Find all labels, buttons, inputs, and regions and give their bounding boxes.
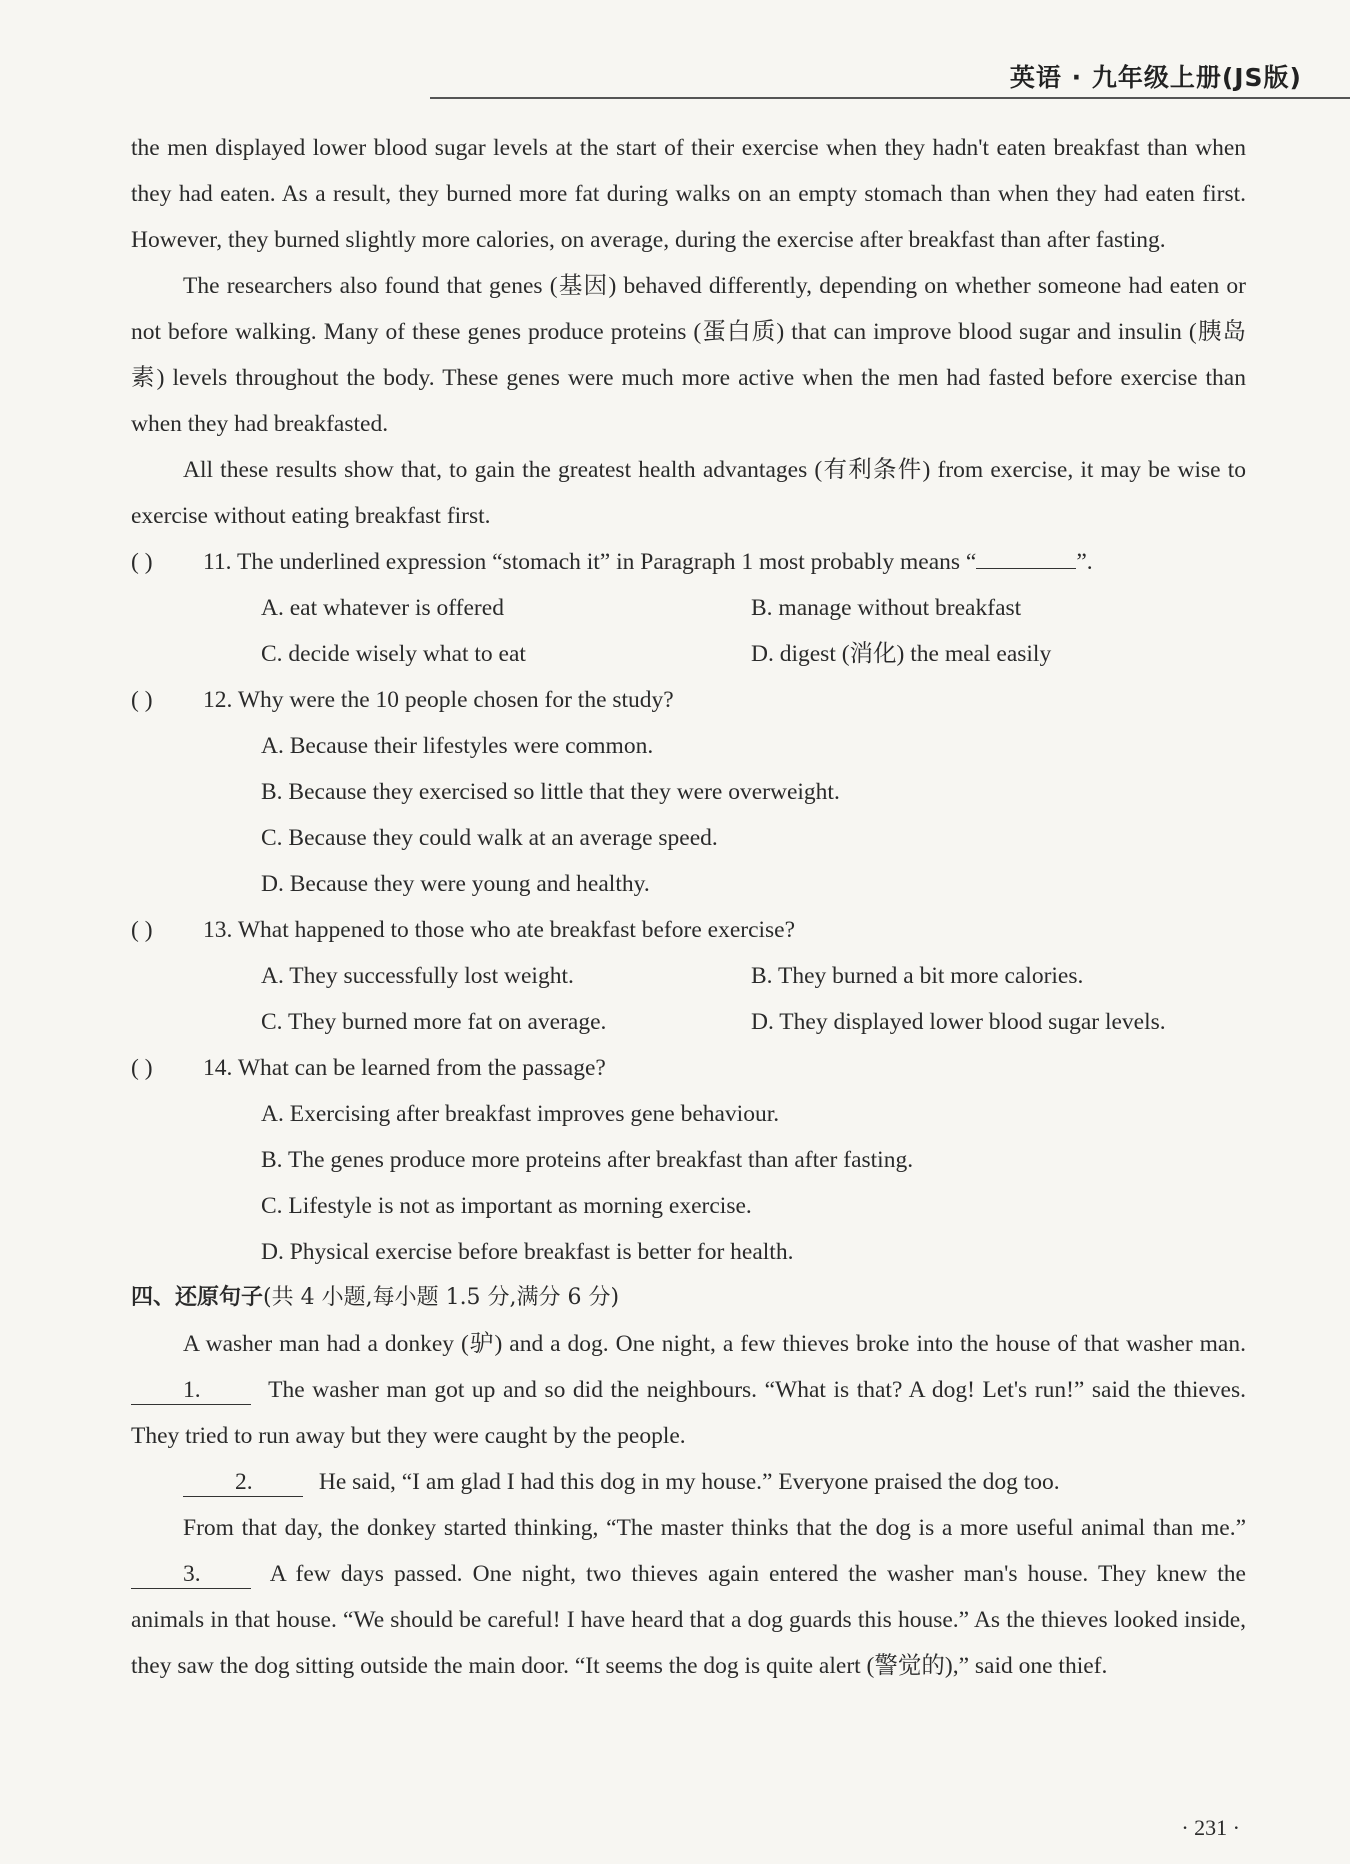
- option-c: C. Lifestyle is not as important as morning exercise.: [261, 1193, 752, 1219]
- page-content: [131, 125, 1246, 1689]
- question-11: [131, 539, 1246, 677]
- passage-paragraph: the men displayed lower blood sugar levels at the start of their exercise when they hadn't eaten breakfast than when they had eaten. As a result, they burned more fat during walks on an empty stomach than when they had eaten first. However, they burned slightly more calories, on average, during the exercise after breakfast than after fasting.: [131, 135, 1246, 253]
- option-b: B. manage without breakfast: [751, 595, 1022, 621]
- question-stem-end: ”.: [1076, 549, 1093, 575]
- story-paragraph: [131, 1321, 1246, 1459]
- passage-paragraph: All these results show that, to gain the greatest health advantages (有利条件) from exercise, it may be wise to exercise without eating breakfast first.: [131, 457, 1246, 529]
- option-d: D. digest (消化) the meal easily: [751, 641, 1052, 667]
- section-heading: [131, 1275, 1246, 1321]
- option-c: C. They burned more fat on average.: [261, 1009, 607, 1035]
- question-number: 12.: [203, 687, 233, 713]
- option-d: D. Because they were young and healthy.: [261, 871, 650, 897]
- question-stem: What can be learned from the passage?: [237, 1055, 606, 1081]
- story-paragraph: [131, 1505, 1246, 1689]
- story-text: The washer man got up and so did the neighbours. “What is that? A dog! Let's run!” said the thieves. They tried to run away but they were caught by the people.: [131, 1377, 1246, 1449]
- question-stem: The underlined expression “stomach it” in Paragraph 1 most probably means “: [236, 549, 977, 575]
- question-number: 13.: [203, 917, 233, 943]
- answer-blank[interactable]: [976, 568, 1076, 569]
- blank-2[interactable]: 2.: [183, 1468, 303, 1497]
- book-title: 英语 · 九年级上册(JS版): [1009, 63, 1302, 92]
- question-stem: What happened to those who ate breakfast before exercise?: [237, 917, 796, 943]
- option-a: A. Because their lifestyles were common.: [261, 733, 654, 759]
- answer-bracket[interactable]: ( ): [131, 917, 153, 943]
- answer-bracket[interactable]: ( ): [131, 549, 153, 575]
- blank-1[interactable]: 1.: [131, 1376, 251, 1405]
- answer-bracket[interactable]: ( ): [131, 687, 153, 713]
- question-stem: Why were the 10 people chosen for the study?: [237, 687, 674, 713]
- blank-3[interactable]: 3.: [131, 1560, 251, 1589]
- section-title: 四、还原句子: [131, 1285, 264, 1310]
- option-c: C. decide wisely what to eat: [261, 641, 526, 667]
- story-text: A few days passed. One night, two thieves again entered the washer man's house. They knew the animals in that house. “We should be careful! I have heard that a dog guards this house.” As the thieves looked inside, they saw the dog sitting outside the main door. “It seems the dog is quite alert (警觉的),” said one thief.: [131, 1561, 1246, 1679]
- page-header: [0, 0, 1350, 100]
- option-b: B. They burned a bit more calories.: [751, 963, 1084, 989]
- option-a: A. They successfully lost weight.: [261, 963, 574, 989]
- passage-paragraph: The researchers also found that genes (基因) behaved differently, depending on whether someone had eaten or not before walking. Many of these genes produce proteins (蛋白质) that can improve blood sugar and insulin (胰岛素) levels throughout the body. These genes were much more active when the men had fasted before exercise than when they had breakfasted.: [131, 273, 1246, 437]
- story-text: A washer man had a donkey (驴) and a dog. One night, a few thieves broke into the house of that washer man.: [183, 1331, 1246, 1357]
- section-subtitle: (共 4 小题,每小题 1.5 分,满分 6 分): [263, 1285, 620, 1310]
- question-number: 14.: [203, 1055, 233, 1081]
- header-rule: [430, 97, 1350, 99]
- story-text: He said, “I am glad I had this dog in my house.” Everyone praised the dog too.: [313, 1469, 1060, 1495]
- option-a: A. eat whatever is offered: [261, 595, 504, 621]
- option-a: A. Exercising after breakfast improves gene behaviour.: [261, 1101, 780, 1127]
- story-paragraph: [131, 1459, 1246, 1505]
- option-d: D. They displayed lower blood sugar levels.: [751, 1009, 1166, 1035]
- question-12: [131, 677, 1246, 907]
- option-b: B. Because they exercised so little that they were overweight.: [261, 779, 840, 805]
- option-c: C. Because they could walk at an average speed.: [261, 825, 718, 851]
- answer-bracket[interactable]: ( ): [131, 1055, 153, 1081]
- question-14: [131, 1045, 1246, 1275]
- question-13: [131, 907, 1246, 1045]
- option-d: D. Physical exercise before breakfast is better for health.: [261, 1239, 794, 1265]
- question-number: 11.: [203, 549, 232, 575]
- story-text: From that day, the donkey started thinking, “The master thinks that the dog is a more useful animal than me.”: [183, 1515, 1246, 1541]
- page-number: · 231 ·: [1181, 1815, 1240, 1840]
- option-b: B. The genes produce more proteins after breakfast than after fasting.: [261, 1147, 914, 1173]
